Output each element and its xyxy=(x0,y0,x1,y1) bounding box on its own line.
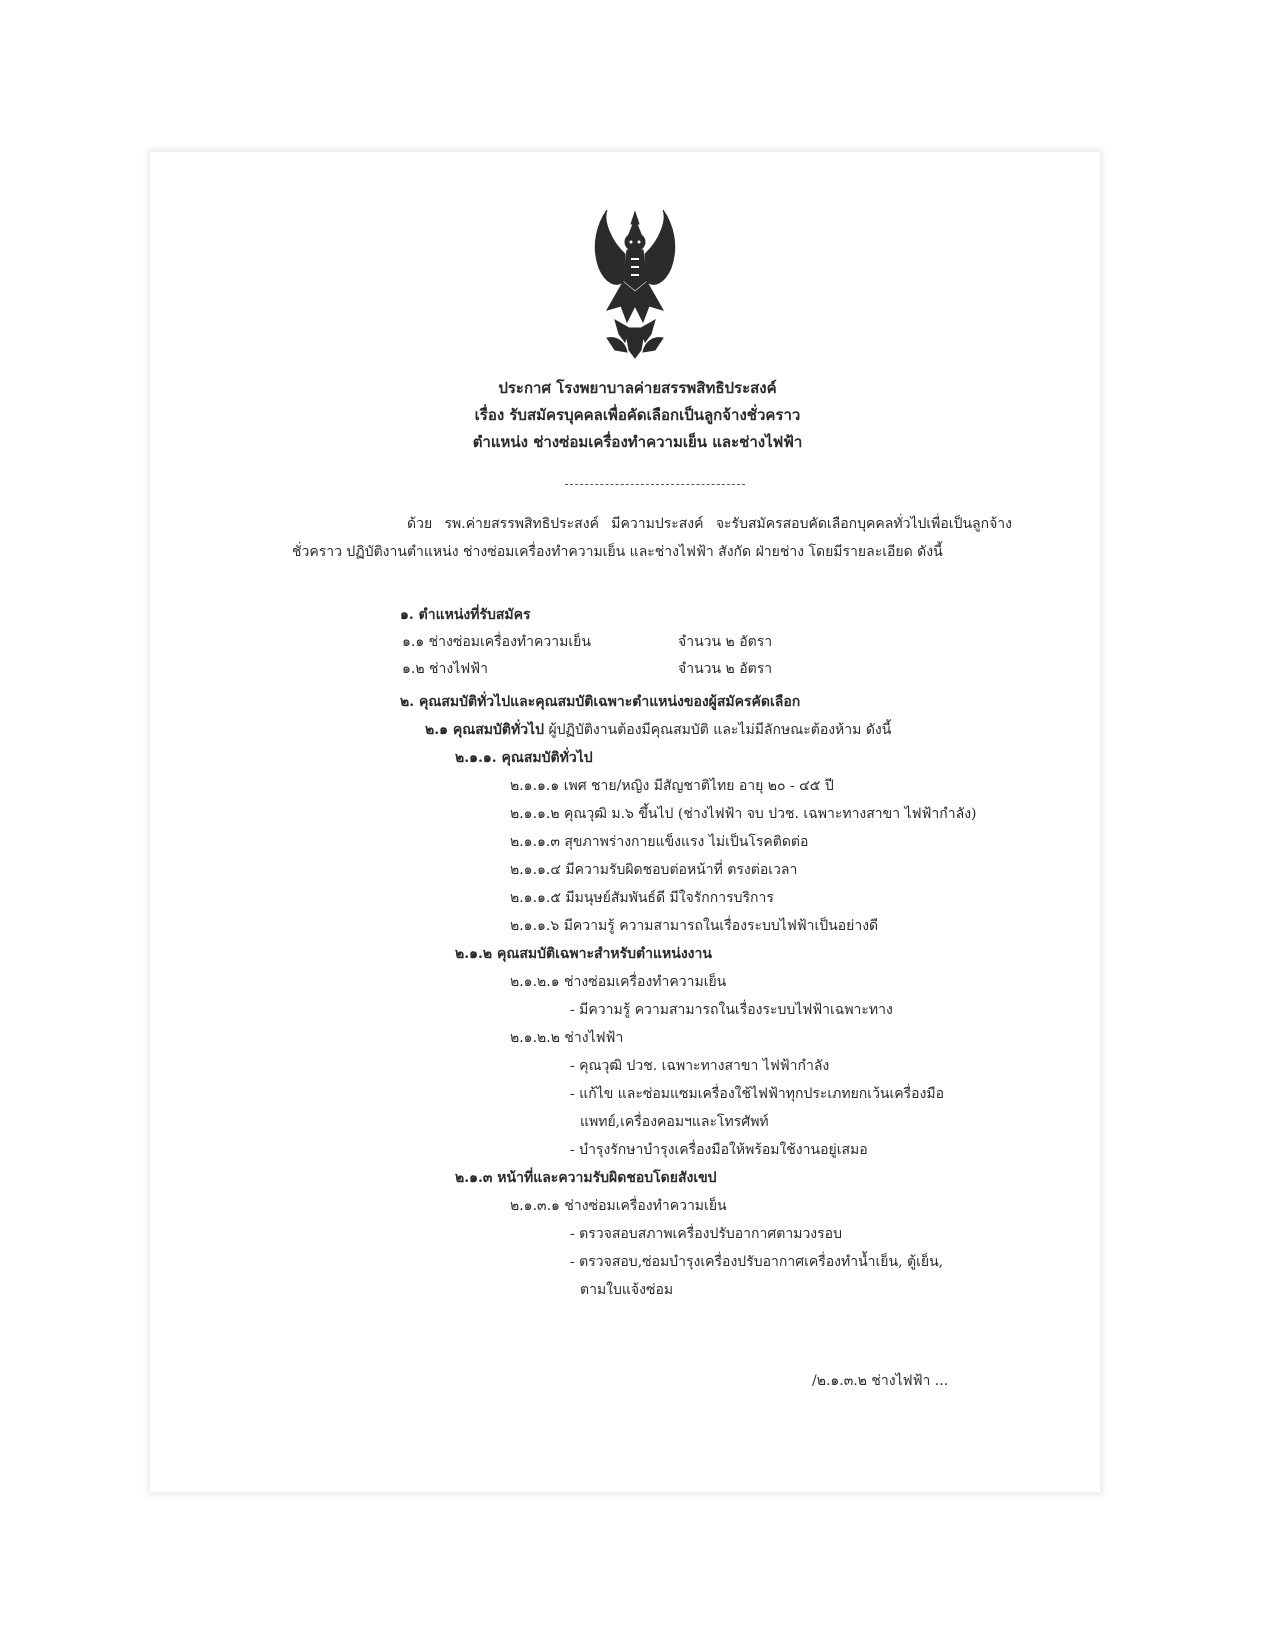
position-2-count: จำนวน ๒ อัตรา xyxy=(678,661,773,677)
specific-b-item-1: - คุณวุฒิ ปวช. เฉพาะทางสาขา ไฟฟ้ากำลัง xyxy=(570,1058,830,1074)
specific-b-title: ๒.๑.๒.๒ ช่างไฟฟ้า xyxy=(510,1030,624,1046)
duty-a-item-2-cont: ตามใบแจ้งซ่อม xyxy=(580,1282,674,1298)
section-2-1-1-title: ๒.๑.๑. คุณสมบัติทั่วไป xyxy=(455,750,593,766)
garuda-emblem-icon xyxy=(585,210,685,360)
section-2-1 xyxy=(425,719,891,741)
specific-a-title: ๒.๑.๒.๑ ช่างซ่อมเครื่องทำความเย็น xyxy=(510,974,727,990)
general-item-1: ๒.๑.๑.๑ เพศ ชาย/หญิง มีสัญชาติไทย อายุ ๒๐ - ๔๕ ปี xyxy=(510,778,834,794)
intro-paragraph: ด้วย รพ.ค่ายสรรพสิทธิประสงค์ มีความประสงค์ จะรับสมัครสอบคัดเลือกบุคคลทั่วไปเพื่อเป็นลูกจ้างชั่วคราว ปฏิบัติงานตำแหน่ง ช่างซ่อมเครื่องทำความเย็น และช่างไฟฟ้า สังกัด ฝ่ายช่าง โดยมีรายละเอียด ดังนี้ xyxy=(292,516,1012,560)
heading-line-2: เรื่อง รับสมัครบุคคลเพื่อคัดเลือกเป็นลูกจ้างชั่วคราว xyxy=(474,406,801,424)
heading-line-1: ประกาศ โรงพยาบาลค่ายสรรพสิทธิประสงค์ xyxy=(498,379,777,397)
specific-a-item-1: - มีความรู้ ความสามารถในเรื่องระบบไฟฟ้าเฉพาะทาง xyxy=(570,1002,893,1018)
duty-a-item-1: - ตรวจสอบสภาพเครื่องปรับอากาศตามวงรอบ xyxy=(570,1226,842,1242)
general-item-4: ๒.๑.๑.๔ มีความรับผิดชอบต่อหน้าที่ ตรงต่อเวลา xyxy=(510,862,798,878)
general-item-5: ๒.๑.๑.๕ มีมนุษย์สัมพันธ์ดี มีใจรักการบริการ xyxy=(510,890,774,906)
specific-b-item-2-cont: แพทย์,เครื่องคอมฯและโทรศัพท์ xyxy=(580,1114,769,1130)
duty-a-item-2: - ตรวจสอบ,ซ่อมบำรุงเครื่องปรับอากาศเครื่องทำน้ำเย็น, ตู้เย็น, xyxy=(570,1254,944,1270)
section-2-1-3-title: ๒.๑.๓ หน้าที่และความรับผิดชอบโดยสังเขป xyxy=(455,1170,717,1186)
section-2-title: ๒. คุณสมบัติทั่วไปและคุณสมบัติเฉพาะตำแหน่งของผู้สมัครคัดเลือก xyxy=(400,694,801,710)
page-continuation: /๒.๑.๓.๒ ช่างไฟฟ้า ... xyxy=(812,1373,949,1389)
duty-a-title: ๒.๑.๓.๑ ช่างซ่อมเครื่องทำความเย็น xyxy=(510,1198,727,1214)
position-1-name: ๑.๑ ช่างซ่อมเครื่องทำความเย็น xyxy=(402,634,591,650)
heading-line-3: ตำแหน่ง ช่างซ่อมเครื่องทำความเย็น และช่างไฟฟ้า xyxy=(472,433,803,451)
section-2-1-text: ผู้ปฏิบัติงานต้องมีคุณสมบัติ และไม่มีลักษณะต้องห้าม ดังนี้ xyxy=(548,722,892,738)
specific-b-item-2: - แก้ไข และซ่อมแซมเครื่องใช้ไฟฟ้าทุกประเภทยกเว้นเครื่องมือ xyxy=(570,1086,945,1102)
divider xyxy=(565,484,745,485)
position-1-count: จำนวน ๒ อัตรา xyxy=(678,634,773,650)
general-item-6: ๒.๑.๑.๖ มีความรู้ ความสามารถในเรื่องระบบไฟฟ้าเป็นอย่างดี xyxy=(510,918,879,934)
general-item-2: ๒.๑.๑.๒ คุณวุฒิ ม.๖ ขึ้นไป (ช่างไฟฟ้า จบ ปวช. เฉพาะทางสาขา ไฟฟ้ากำลัง) xyxy=(510,806,977,822)
general-item-3: ๒.๑.๑.๓ สุขภาพร่างกายแข็งแรง ไม่เป็นโรคติดต่อ xyxy=(510,834,809,850)
specific-b-item-3: - บำรุงรักษาบำรุงเครื่องมือให้พร้อมใช้งานอยู่เสมอ xyxy=(570,1142,868,1158)
section-1-title: ๑. ตำแหน่งที่รับสมัคร xyxy=(400,607,531,623)
section-2-1-2-title: ๒.๑.๒ คุณสมบัติเฉพาะสำหรับตำแหน่งงาน xyxy=(455,946,712,962)
section-2-1-label: ๒.๑ คุณสมบัติทั่วไป xyxy=(425,722,544,738)
position-2-name: ๑.๒ ช่างไฟฟ้า xyxy=(402,661,488,677)
